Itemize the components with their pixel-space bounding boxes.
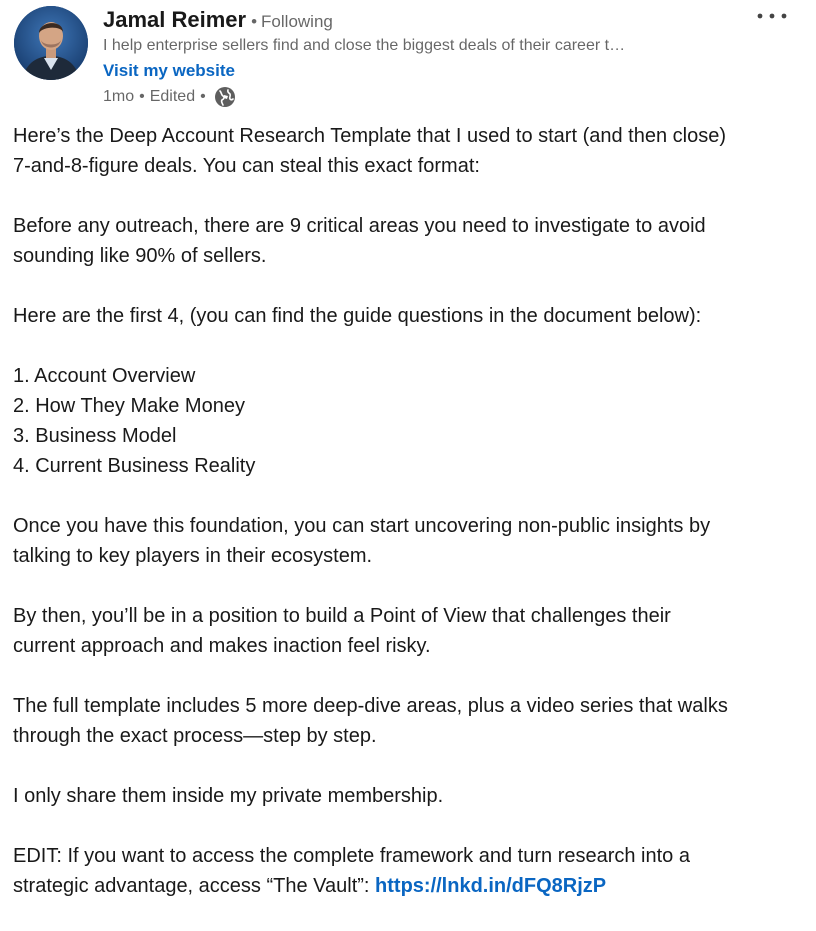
text-line: 7-and-8-figure deals. You can steal this exact format: xyxy=(13,155,480,177)
text-line: Once you have this foundation, you can start uncovering non-public insights by xyxy=(13,515,711,537)
text-line: Before any outreach, there are 9 critical areas you need to investigate to avoid xyxy=(13,215,706,237)
more-icon xyxy=(752,6,792,32)
text-line: current approach and makes inaction feel risky. xyxy=(13,635,431,657)
list-item: 4. Current Business Reality xyxy=(13,455,256,477)
list-item: 2. How They Make Money xyxy=(13,395,245,417)
text-line: Here are the first 4, (you can find the guide questions in the document below): xyxy=(13,305,702,327)
text-line: I only share them inside my private membership. xyxy=(13,785,444,807)
text-line: EDIT: If you want to access the complete framework and turn research into a xyxy=(13,845,690,867)
globe-icon xyxy=(214,86,236,108)
meta-separator: • xyxy=(139,88,145,105)
text-line: Here’s the Deep Account Research Template that I used to start (and then close) xyxy=(13,125,726,147)
numbered-list xyxy=(13,361,803,481)
text-line: By then, you’ll be in a position to build a Point of View that challenges their xyxy=(13,605,671,627)
author-name[interactable]: Jamal Reimer xyxy=(103,7,247,32)
edit-prefix-text: strategic advantage, access “The Vault”: xyxy=(13,875,376,897)
text-line: sounding like 90% of sellers. xyxy=(13,245,267,267)
post-time: 1mo xyxy=(103,88,135,105)
post-meta xyxy=(103,84,743,110)
author-name-line xyxy=(103,6,743,34)
post-header xyxy=(14,6,804,110)
author-headline: I help enterprise sellers find and close the biggest deals of their career t… xyxy=(103,37,626,54)
visit-website-link[interactable]: Visit my website xyxy=(103,61,235,80)
post-paragraph xyxy=(13,511,803,571)
name-separator: • xyxy=(251,12,258,31)
author-info xyxy=(103,6,743,110)
post-paragraph xyxy=(13,601,803,661)
post-paragraph xyxy=(13,121,803,181)
vault-link[interactable]: https://lnkd.in/dFQ8RjzP xyxy=(375,875,607,897)
avatar-image xyxy=(14,6,88,80)
author-avatar[interactable] xyxy=(14,6,88,80)
post-body xyxy=(13,121,803,931)
post-paragraph-edit xyxy=(13,841,803,901)
list-item: 1. Account Overview xyxy=(13,365,196,387)
post-paragraph xyxy=(13,211,803,271)
edited-label: Edited xyxy=(149,88,196,105)
text-line xyxy=(13,871,803,901)
post-paragraph xyxy=(13,301,803,331)
post-paragraph xyxy=(13,691,803,751)
text-line: The full template includes 5 more deep-dive areas, plus a video series that walks xyxy=(13,695,728,717)
text-line: through the exact process—step by step. xyxy=(13,725,377,747)
list-item: 3. Business Model xyxy=(13,425,177,447)
text-line: talking to key players in their ecosystem. xyxy=(13,545,373,567)
meta-separator: • xyxy=(200,88,206,105)
post-paragraph xyxy=(13,781,803,811)
follow-status: Following xyxy=(261,12,333,31)
more-options-button[interactable] xyxy=(752,6,792,32)
